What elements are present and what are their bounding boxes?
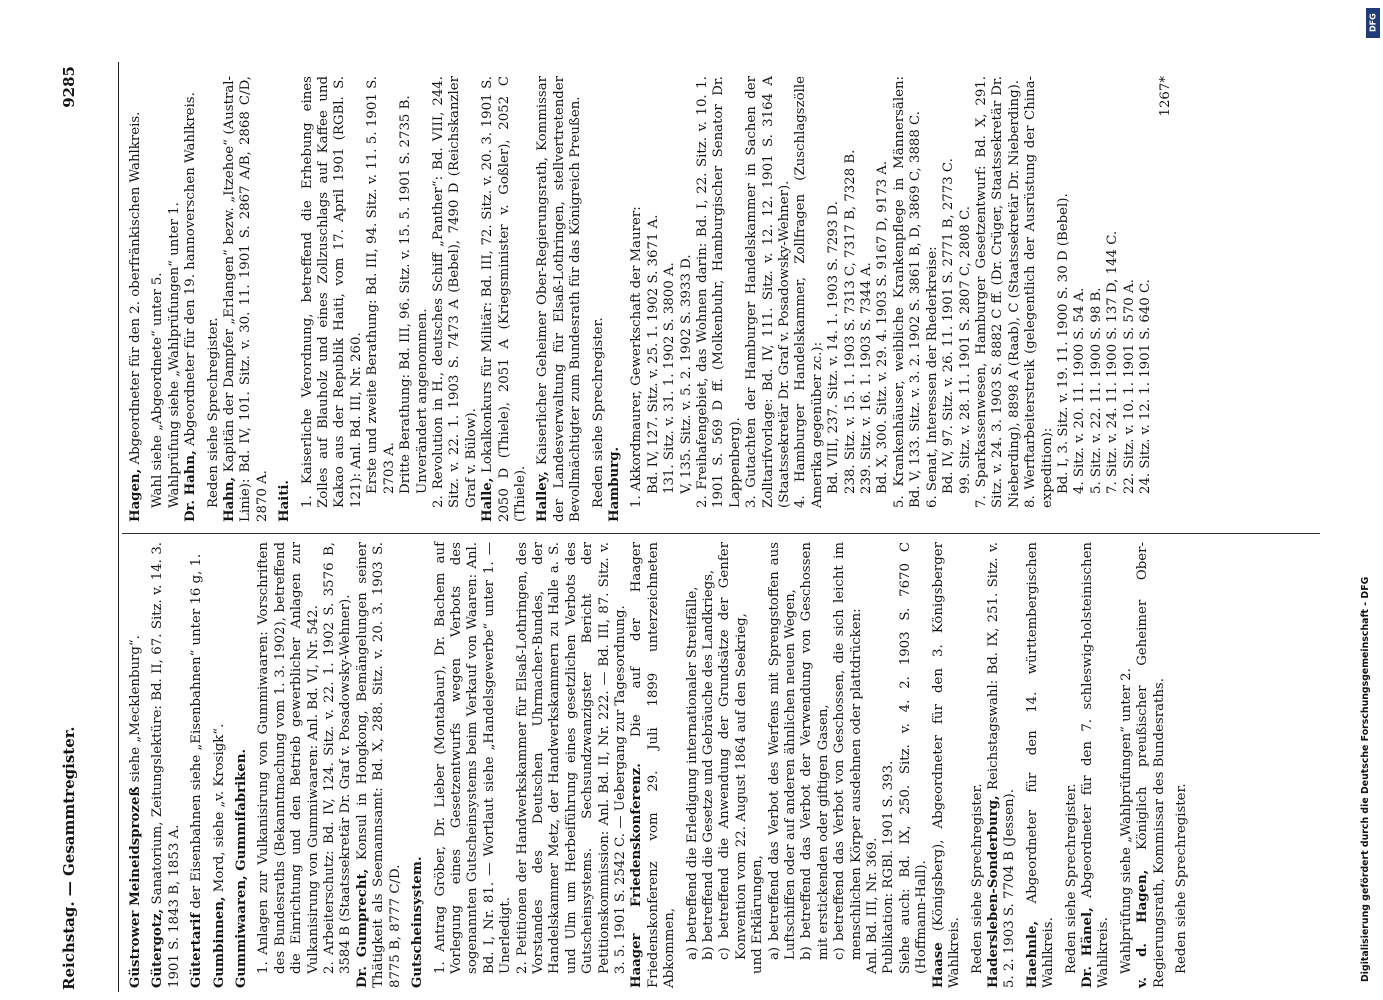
register-entry xyxy=(234,542,250,988)
entry-subitem: 1. Kaiserliche Verordnung, betreffend die Erhebung eines Zolles auf Blauholz und eines Zollzuschlags auf Kaffee und Kakao aus der Republik Haiti, vom 17. April 1901 (RGBl. S. 121): Anl. Bd. III, Nr. 260. xyxy=(299,76,364,508)
entry-reference: 24. Sitz. v. 12. 1. 1901 S. 640 C. xyxy=(1137,279,1153,494)
entry-keyword: Hahn, xyxy=(222,476,238,522)
register-entry xyxy=(535,76,584,522)
entry-keyword: Hagen, xyxy=(128,468,143,522)
register-entry xyxy=(355,542,404,988)
register-entry xyxy=(128,76,144,522)
register-entry xyxy=(1135,542,1168,988)
entry-text: Abgeordneter für den 14. württembergischen Wahlkreis. xyxy=(1024,542,1057,988)
register-entry xyxy=(629,542,678,988)
entry-subitem: Reden siehe Sprechregister. xyxy=(969,783,985,974)
register-entry xyxy=(128,542,144,988)
running-head xyxy=(58,62,84,992)
running-head-title: Reichstag. — Gesammtregister. xyxy=(60,726,78,990)
register-entry xyxy=(189,542,205,988)
entry-text: Die auf der Haager Friedenskonferenz vom 29. Juli 1899 unterzeichneten Abkommen, xyxy=(629,542,678,988)
entry-subitem: Wahlprüfung siehe „Wahlprüfungen“ unter 1. xyxy=(166,202,182,508)
entry-keyword: Gutscheinsystem. xyxy=(410,856,426,988)
entry-reference: 99. Sitz. v. 28. 11. 1901 S. 2807 C, 2808 C. xyxy=(957,205,973,494)
entry-keyword: Hamburg. xyxy=(606,446,622,522)
page-number: 9285 xyxy=(60,66,78,108)
entry-subitem: 2. Petitionen der Handwerkskammer für Elsaß-Lothringen, des Vorstandes des Deutschen Uhrmacher-Bundes, der Handelskammer Metz, der Handwerkskammern zu Halle a. S. und Ulm um Herbeiführung eines gesetzlichen Verbots des Gutscheinsystems. Sechsundzwanzigster Bericht der Petitionskommission: Anl. Bd. II, Nr. 222. — Bd. III, 87. Sitz. v. 3. 5. 1901 S. 2542 C. — Uebergang zur Tagesordnung. xyxy=(514,542,628,974)
entry-subitem: Wahlprüfung siehe „Wahlprüfungen“ unter 2. xyxy=(1118,668,1134,974)
entry-subitem: 7. Sparkassenwesen, Hamburger Gesetzentwurf: Bd. X, 291. Sitz. v. 24. 3. 1903 S. 8882 C ff. (Dr. Crüger, Staatssekretär Dr. Nieberding), 8898 A (Raab), C (Staatssekretär Dr. Nieberding). xyxy=(973,76,1022,508)
entry-reference: a) betreffend das Verbot des Werfens mit Sprengstoffen aus Luftschiffen oder auf anderen ähnlichen neuen Wegen, xyxy=(766,542,799,960)
right-column xyxy=(128,76,1188,522)
entry-keyword: Gummiwaaren, Gummifabriken. xyxy=(234,748,250,988)
entry-reference: c) betreffend die Anwendung der Grundsätze der Genfer Konvention vom 22. August 1864 auf den Seekrieg, xyxy=(717,542,749,960)
entry-reference: 239. Sitz. v. 16. 1. 1903 S. 7344 A. xyxy=(859,262,875,494)
entry-subitem: Reden siehe Sprechregister. xyxy=(590,317,606,508)
entry-text: Lokalkonkurs für Militär: Bd. III, 72. Sitz. v. 20. 3. 1901 S. 2050 D (Thiele), 2051 A (Kriegsminister v. Goßler), 2052 C (Thiele). xyxy=(480,76,528,522)
entry-reference: Bd. IV, 127. Sitz. v. 25. 1. 1902 S. 3671 A. xyxy=(645,214,661,494)
document-page xyxy=(58,62,1320,992)
entry-subitem: Reden siehe Sprechregister. xyxy=(1173,783,1189,974)
entry-reference: 5. Sitz. v. 22. 11. 1900 S. 98 B. xyxy=(1088,287,1104,494)
entry-keyword: Gumbinnen, xyxy=(211,896,227,988)
entry-keyword: Haase xyxy=(930,942,946,988)
entry-text: Königlich preußischer Geheimer Ober-Regierungsrath, Kommissar des Bundesraths. xyxy=(1135,542,1167,988)
entry-keyword: Dr. Hänel, xyxy=(1079,907,1095,988)
entry-subitem: Wahl siehe „Abgeordnete“ unter 5. xyxy=(150,272,166,508)
entry-reference: Erste und zweite Berathung: Bd. III, 94. Sitz. v. 11. 5. 1901 S. 2703 A. xyxy=(365,76,397,494)
left-column xyxy=(128,542,1190,988)
register-entry xyxy=(1080,542,1113,988)
entry-text: Kaiserlicher Geheimer Ober-Regierungsrath, Kommissar der Landesverwaltung für Elsaß-Lothringen, stellvertretender Bevollmächtigter zum Bundesrath für das Königreich Preußen. xyxy=(535,76,584,522)
entry-reference: Bd. VIII, 237. Sitz. v. 14. 1. 1903 S. 7293 D. xyxy=(826,201,842,494)
register-entry xyxy=(212,542,228,988)
register-entry xyxy=(986,542,1019,988)
register-entry xyxy=(1025,542,1058,988)
entry-reference: a) betreffend die Erledigung internationaler Streitfälle, xyxy=(684,586,700,960)
entry-subitem: 5. Krankenhäuser, weibliche Krankenpflege in Männersälen: Bd. V, 133. Sitz. v. 3. 2. 1902 S. 3861 B, D, 3869 C, 3888 C. xyxy=(891,76,924,508)
entry-text: Konsul in Hongkong, Bemängelungen seiner Thätigkeit als Seemannsamt: Bd. X, 288. Sitz. v. 20. 3. 1903 S. 8775 B, 8777 C/D. xyxy=(354,542,403,988)
entry-subitem: 2. Arbeiterschutz: Bd. IV, 124. Sitz. v. 22. 1. 1902 S. 3576 B, 3584 B (Staatssekretär Dr. Graf v. Posadowsky-Wehner). xyxy=(322,542,354,974)
entry-subitem: 1. Anlagen zur Vulkanisirung von Gummiwaaren: Vorschriften des Bundesraths (Bekanntmachung vom 1. 3. 1902), betreffend die Einrichtung und den Betrieb gewerblicher Anlagen zur Vulkanisirung von Gummiwaaren: Anl. Bd. VI, Nr. 542. xyxy=(256,542,321,974)
register-entry xyxy=(150,542,183,988)
entry-text: Sanatorium, Zeitungslektüre: Bd. II, 67. Sitz. v. 14. 3. 1901 S. 1843 B, 1853 A. xyxy=(150,542,182,988)
entry-text: der Eisenbahnen siehe „Eisenbahnen“ unter 16 g, 1. xyxy=(189,553,205,913)
register-entry xyxy=(183,76,199,522)
entry-reference: V, 135. Sitz. v. 5. 2. 1902 S. 3933 D. xyxy=(678,254,694,494)
entry-reference: 7. Sitz. v. 24. 11. 1900 S. 137 D, 144 C. xyxy=(1105,230,1121,494)
register-entry xyxy=(277,76,293,522)
entry-keyword: Hadersleben-Sonderburg, xyxy=(985,795,1001,988)
header-rule xyxy=(118,62,119,992)
entry-subitem: 1. Akkordmaurer, Gewerkschaft der Maurer: xyxy=(629,206,645,508)
entry-subitem: 4. Hamburger Handelskammer, Zollfragen (Zuschlagszölle Amerika gegenüber zc.): xyxy=(793,76,825,508)
entry-text: Abgeordneter für den 19. hannoverschen Wahlkreis. xyxy=(183,92,199,451)
entry-subitem: Publikation: RGBl. 1901 S. 393. xyxy=(881,760,897,974)
register-entry xyxy=(607,76,623,522)
entry-reference: Bd. I, 3. Sitz. v. 19. 11. 1900 S. 30 D (Bebel). xyxy=(1055,193,1071,494)
register-entry xyxy=(410,542,426,988)
entry-keyword: Güstrower Meineidsprozeß xyxy=(128,786,143,988)
entry-reference: Bd. IV, 97. Sitz. v. 26. 11. 1901 S. 2771 B, 2773 C. xyxy=(941,158,957,494)
entry-keyword: Gütergotz, xyxy=(150,908,166,988)
entry-keyword: Dr. Hahn, xyxy=(183,450,199,522)
entry-subitem: 2. Freihafengebiet, das Wohnen darin: Bd. I, 22. Sitz. v. 10. 1. 1901 S. 569 D ff. (Molkenbuhr, Hamburgischer Senator Dr. Lappenberg). xyxy=(695,76,743,508)
entry-keyword: v. d. Hagen, xyxy=(1135,869,1151,988)
entry-subitem: 3. Gutachten der Hamburger Handelskammer in Sachen der Zolltarifvorlage: Bd. IV, 111. Sitz. v. 12. 12. 1901 S. 3164 A (Staatssekretär Dr. Graf v. Posadowsky-Wehner). xyxy=(744,76,793,508)
entry-reference: b) betreffend das Verbot der Verwendung von Geschossen mit erstickenden oder giftigen Gasen, xyxy=(799,542,831,960)
entry-text: (Königsberg), Abgeordneter für den 3. Königsberger Wahlkreis. xyxy=(930,542,963,988)
digitization-note: Digitalisierung gefördert durch die Deutsche Forschungsgemeinschaft - DFG xyxy=(1360,576,1371,982)
signature-mark: 1267* xyxy=(1158,76,1174,117)
entry-reference: Unverändert angenommen. xyxy=(414,308,430,494)
entry-subitem: Anl. Bd. III, Nr. 369. xyxy=(865,837,881,974)
entry-subitem: 6. Senat, Interessen der Rhederkreise: xyxy=(924,246,940,508)
entry-text: Kapitän der Dampfer „Erlangen“ bezw. „Itzehoe“ (Austral-Linie): Bd. IV, 101. Sitz. v. 30. 11. 1901 S. 2867 A/B, 2868 C/D, 2870 A. xyxy=(222,76,270,522)
column-divider xyxy=(122,533,1320,534)
entry-subitem: Reden siehe Sprechregister. xyxy=(1063,783,1079,974)
entry-reference: 22. Sitz. v. 10. 1. 1901 S. 570 A. xyxy=(1121,279,1137,494)
entry-keyword: Halley, xyxy=(535,471,551,522)
entry-reference: Bd. X, 300. Sitz. v. 29. 4. 1903 S. 9167 D, 9173 A. xyxy=(875,160,891,494)
register-entry xyxy=(480,76,529,522)
entry-keyword: Dr. Gumprecht, xyxy=(354,868,370,988)
entry-text: siehe „Mecklenburg“. xyxy=(128,635,143,787)
entry-reference: 238. Sitz. v. 15. 1. 1903 S. 7313 C, 7317 B, 7328 B. xyxy=(842,149,858,494)
entry-subitem: Siehe auch: Bd. IX, 250. Sitz. v. 4. 2. 1903 S. 7670 C (Hoffmann-Hall). xyxy=(897,542,930,974)
entry-reference: Dritte Berathung: Bd. III, 96. Sitz. v. 15. 5. 1901 S. 2735 B. xyxy=(398,95,414,494)
entry-keyword: Haehnle, xyxy=(1024,920,1040,988)
entry-subitem: und Erklärungen, xyxy=(750,855,766,974)
entry-text: Abgeordneter für den 2. oberfränkischen Wahlkreis. xyxy=(128,111,143,469)
entry-subitem: 8. Werftarbeiterstreik (gelegentlich der Ausrüstung der China-expedition): xyxy=(1023,76,1055,508)
register-entry xyxy=(222,76,271,522)
entry-reference: 131. Sitz. v. 31. 1. 1902 S. 3800 A. xyxy=(662,262,678,494)
register-entry xyxy=(931,542,964,988)
entry-text: Abgeordneter für den 7. schleswig-holsteinischen Wahlkreis. xyxy=(1079,542,1112,988)
dfg-logo: DFG xyxy=(1366,8,1380,38)
entry-text: Mord, siehe „v. Krosigk“. xyxy=(211,723,227,897)
entry-reference: c) betreffend das Verbot von Geschossen, die sich leicht im menschlichen Körper ausdehnen oder plattdrücken: xyxy=(832,542,864,960)
entry-reference: b) betreffend die Gesetze und Gebräuche des Landkriegs, xyxy=(701,569,716,960)
entry-keyword: Haager Friedenskonferenz. xyxy=(629,763,645,988)
entry-text: Reichstagswahl: Bd. IX, 251. Sitz. v. 5. 2. 1903 S. 7704 B (Jessen). xyxy=(985,542,1018,988)
entry-subitem: Reden siehe Sprechregister. xyxy=(205,317,221,508)
entry-subitem: 2. Revolution in H., deutsches Schiff „Panther“: Bd. VIII, 244. Sitz. v. 22. 1. 1903 S. 7473 A (Bebel), 7490 D (Reichskanzler Graf v. Bülow). xyxy=(430,76,479,508)
entry-keyword: Halle, xyxy=(480,477,496,522)
entry-keyword: Haiti. xyxy=(277,479,293,522)
entry-keyword: Gütertarif xyxy=(189,912,205,988)
entry-subitem: 1. Antrag Gröber, Dr. Lieber (Montabaur), Dr. Bachem auf Vorlegung eines Gesetzentwurfs wegen Verbots des sogenannten Gutscheinsystems beim Verkauf von Waaren: Anl. Bd. I, Nr. 81. — Wortlaut siehe „Handelsgewerbe“ unter 1. — Unerledigt. xyxy=(432,542,514,974)
entry-reference: 4. Sitz. v. 20. 11. 1900 S. 54 A. xyxy=(1072,287,1088,494)
